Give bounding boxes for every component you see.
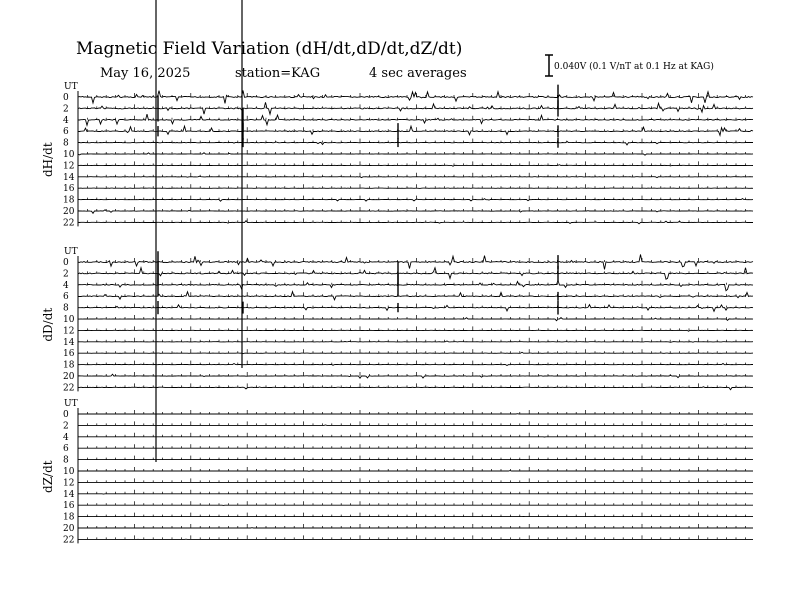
hour-tick-label: 6 bbox=[63, 127, 69, 138]
hour-tick-label: 10 bbox=[63, 150, 75, 160]
trace-line bbox=[78, 126, 753, 135]
trace-line bbox=[78, 255, 753, 270]
ut-label: UT bbox=[64, 82, 78, 92]
hour-tick-label: 4 bbox=[63, 115, 69, 126]
hour-tick-label: 2 bbox=[63, 269, 69, 280]
panels-group bbox=[41, 0, 753, 545]
scale-label: 0.040V (0.1 V/nT at 0.1 Hz at KAG) bbox=[554, 62, 714, 72]
hour-tick-label: 4 bbox=[63, 280, 69, 291]
hour-tick-label: 12 bbox=[63, 478, 75, 489]
trace-line bbox=[78, 114, 753, 125]
hour-tick-label: 12 bbox=[63, 326, 75, 337]
hour-tick-label: 14 bbox=[63, 337, 75, 348]
chart-station: station=KAG bbox=[235, 66, 321, 81]
hour-tick-label: 16 bbox=[63, 501, 75, 512]
hour-tick-label: 14 bbox=[63, 172, 75, 183]
hour-tick-label: 16 bbox=[63, 184, 75, 195]
hour-tick-label: 8 bbox=[63, 455, 69, 466]
hour-tick-label: 20 bbox=[63, 372, 75, 382]
hour-tick-label: 4 bbox=[63, 432, 69, 443]
ut-label: UT bbox=[64, 247, 78, 257]
ut-label: UT bbox=[64, 399, 78, 409]
trace-line bbox=[78, 471, 753, 472]
scale-bar bbox=[545, 55, 553, 76]
hour-tick-label: 20 bbox=[63, 524, 75, 534]
panel-label: dD/dt bbox=[41, 307, 55, 342]
hour-tick-label: 22 bbox=[63, 218, 75, 229]
hour-tick-label: 10 bbox=[63, 467, 75, 477]
hour-tick-label: 8 bbox=[63, 303, 69, 314]
hour-tick-label: 22 bbox=[63, 535, 75, 546]
hour-tick-label: 10 bbox=[63, 315, 75, 325]
hour-tick-label: 8 bbox=[63, 138, 69, 149]
trace-line bbox=[78, 330, 753, 331]
hour-tick-label: 0 bbox=[63, 258, 69, 268]
trace-line bbox=[78, 268, 753, 280]
hour-tick-label: 22 bbox=[63, 383, 75, 394]
panel-label: dH/dt bbox=[41, 142, 55, 178]
trace-line bbox=[78, 448, 753, 449]
chart-averaging: 4 sec averages bbox=[369, 66, 467, 81]
hour-tick-label: 14 bbox=[63, 489, 75, 500]
chart-date: May 16, 2025 bbox=[100, 66, 191, 81]
hour-tick-label: 16 bbox=[63, 349, 75, 360]
hour-tick-label: 18 bbox=[63, 512, 75, 523]
hour-tick-label: 2 bbox=[63, 421, 69, 432]
trace-line bbox=[78, 102, 753, 114]
hour-tick-label: 2 bbox=[63, 104, 69, 115]
chart-title: Magnetic Field Variation (dH/dt,dD/dt,dZ/dt) bbox=[76, 39, 463, 59]
trace-line bbox=[78, 387, 753, 390]
trace-line bbox=[78, 91, 753, 104]
trace-line bbox=[78, 280, 753, 290]
hour-tick-label: 12 bbox=[63, 161, 75, 172]
hour-tick-label: 0 bbox=[63, 410, 69, 420]
hour-tick-label: 0 bbox=[63, 93, 69, 103]
panel-label: dZ/dt bbox=[41, 460, 55, 493]
hour-tick-label: 18 bbox=[63, 195, 75, 206]
hour-tick-label: 6 bbox=[63, 444, 69, 455]
hour-tick-label: 6 bbox=[63, 292, 69, 303]
hour-tick-label: 20 bbox=[63, 207, 75, 217]
trace-line bbox=[78, 176, 753, 177]
hour-tick-label: 18 bbox=[63, 360, 75, 371]
